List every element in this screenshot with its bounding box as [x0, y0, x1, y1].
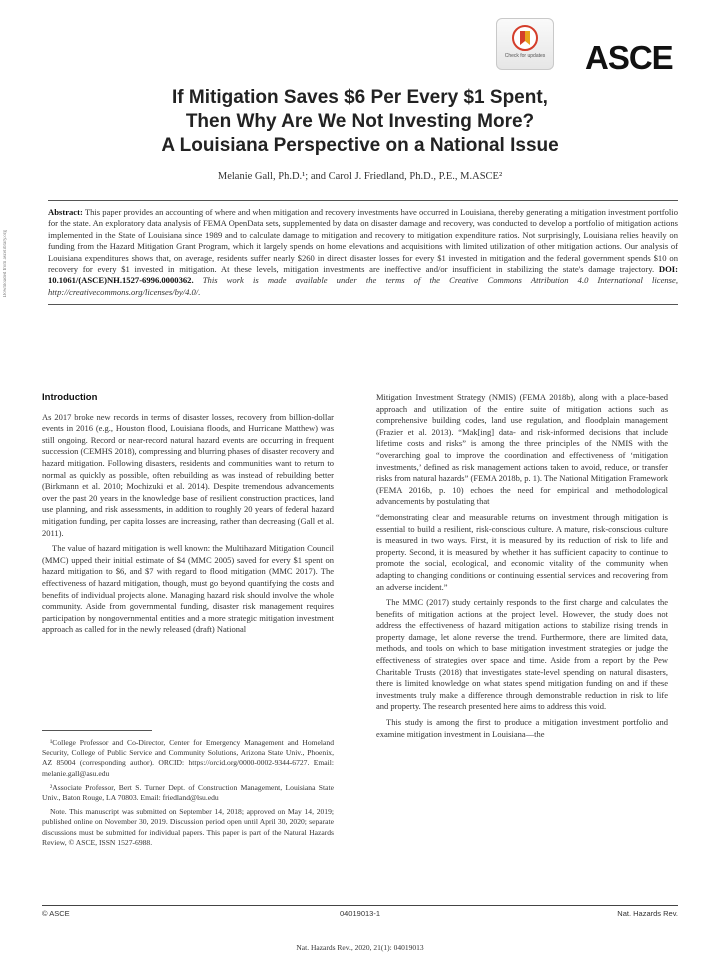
footer-copyright: © ASCE [42, 909, 70, 918]
left-column [42, 392, 334, 640]
citation-line: Nat. Hazards Rev., 2020, 21(1): 04019013 [296, 943, 424, 952]
footnote-1: ¹College Professor and Co-Director, Center for Emergency Management and Homeland Security, College of Public Service and Community Solutions, Arizona State Univ., Phoenix, AZ 85004 (corresponding author). ORCID: https://orcid.org/0000-0002-9344-6727. Email: melanie.gall@asu.edu [42, 738, 334, 778]
right-paragraph-2: The MMC (2017) study certainly responds to the first charge and calculates the benefits of mitigation actions at the project level. However, the study does not address the effectiveness of hazard mitigation actions to stabilize rising trends in property damage, let alone reverse the trend. Furthermore, there are limited data, methods, and tools on which to base mitigation investment strategies or judge the effectiveness of strategies over space and time. Aside from a report by the Pew Charitable Trusts (2018) that investigates state-level spending on natural disasters, there is limited knowledge on what states spend mitigation funding on and if these investments truly make a difference through demonstrable reduction in risk to life and property. The research presented here aims to address this void. [376, 597, 668, 712]
right-paragraph-3: This study is among the first to produce a mitigation investment portfolio and examine mitigation investment in Louisiana—the [376, 717, 668, 739]
article-title [60, 86, 660, 158]
right-column [376, 392, 668, 744]
check-for-updates-badge[interactable] [496, 18, 554, 70]
license-note[interactable]: This work is made available under the terms of the Creative Commons Attribution 4.0 International license, http://creativecommons.org/licenses/by/4.0/. [48, 275, 678, 297]
footer-journal: Nat. Hazards Rev. [617, 909, 678, 918]
author-list: Melanie Gall, Ph.D.¹; and Carol J. Friedland, Ph.D., P.E., M.ASCE² [217, 171, 503, 182]
right-paragraph-1: Mitigation Investment Strategy (NMIS) (FEMA 2018b), along with a place-based approach and utilization of the entire suite of mitigation actions such as comprehensive building codes, land use regulation, and floodplain management (Frazier et al. 2013). “Mak[ing] data- and risk-informed decisions that include lifetime costs and risks” is among the three principles of the NMIS with the “overarching goal to improve the coordination and effectiveness of ‘mitigation investments,’ defined as risk management actions taken to avoid, reduce, or transfer risks from natural hazards” (FEMA 2018b, p. 1). The National Mitigation Framework (FEMA 2016b, p. 10) echoes the need for empirical and methodological advancements by postulating that [376, 392, 668, 507]
intro-paragraph-1: As 2017 broke new records in terms of disaster losses, recovery from billion-dollar events in 2016 (e.g., Houston flood, Louisiana floods, and Hurricane Matthew) was still ongoing. Record or near-record natural hazard events are occurring in frequent succession (CEMHS 2018), compressing and blurring phases of disaster recovery and hazard mitigation. Following disasters, residents and communities want to return to normal as quickly as possible, often rebuilding as was instead of rebuilding better (Birkmann et al. 2010; Mochizuki et al. 2014). Despite tremendous advancements over the past 20 years in the knowledge base of resilient construction practices, land use planning, and risk assessments, in addition to roughly 20 years of federal hazard mitigation funding, per capita losses are increasing, rather than decreasing (Gall et al. 2011). [42, 411, 335, 538]
abstract-body: This paper provides an accounting of where and when mitigation and recovery investments have occurred in Louisiana, thereby generating a mitigation investment portfolio for the state. An exploratory data analysis of FEMA OpenData sets, supplemented by data on disaster damage and recovery, was conducted to develop a portfolio of mitigation actions implemented in the State of Louisiana since 1989 and to calculate damage to mitigation and recovery to mitigation expenditure ratios. Not surprisingly, Louisiana relies heavily on funding from the Hazard Mitigation Grant Program, which it largely spends on home elevations and acquisitions with limited utilization of other mitigation actions. Our analysis of Louisiana expenditures shows that, on average, residents suffer nearly $260 in direct disaster losses for every $1 invested in mitigation and the federal government spends $10 on recovery for every $1 invested in mitigation. At these levels, mitigation investments are ineffective and/or insufficient in stabilizing the state's damage trajectory. [48, 207, 678, 275]
download-watermark: Downloaded from ascelibrary.org [3, 230, 8, 298]
title-line-1: If Mitigation Saves $6 Per Every $1 Spent, [172, 87, 548, 108]
doi-link[interactable]: DOI: 10.1061/(ASCE)NH.1527-6996.0000362. [48, 264, 678, 286]
badge-label: Check for updates [504, 53, 546, 59]
title-line-3: A Louisiana Perspective on a National Issue [161, 135, 559, 156]
footer-rule [42, 905, 678, 906]
abstract-label: Abstract: [48, 207, 83, 217]
section-heading-introduction: Introduction [42, 392, 98, 403]
manuscript-note: Note. This manuscript was submitted on September 14, 2018; approved on May 14, 2019; published online on November 30, 2019. Discussion period open until April 30, 2020; separate discussions must be submitted for individual papers. This paper is part of the Natural Hazards Review, © ASCE, ISSN 1527-6988. [42, 807, 334, 847]
intro-paragraph-2: The value of hazard mitigation is well known: the Multihazard Mitigation Council (MMC) upped their initial estimate of $4 (MMC 2005) saved for every $1 spent on hazard mitigation to $6, and $7 with regard to flood mitigation (MMC 2017). The effectiveness of hazard mitigation, though, must go beyond quantifying the costs and benefits of individual projects alone. Managing hazard risk should involve the whole community. Aside from governmental funding, disaster risk management requires participation by nongovernmental entities and a more strategic mitigation investment approach as called for in the newly released (draft) National [42, 543, 334, 635]
footer-page-id: 04019013-1 [339, 909, 381, 918]
footnote-rule [42, 730, 152, 731]
footnote-2: ²Associate Professor, Bert S. Turner Dept. of Construction Management, Louisiana State Univ., Baton Rouge, LA 70803. Email: friedland@lsu.edu [42, 782, 334, 803]
bookmark-icon [512, 25, 538, 51]
abstract-block [48, 200, 678, 305]
asce-logo: ASCE [585, 39, 673, 76]
footnotes [42, 738, 334, 852]
title-line-2: Then Why Are We Not Investing More? [185, 111, 535, 132]
block-quote: “demonstrating clear and measurable returns on investment through mitigation is essential to build a resilient, risk-conscious culture. A mature, risk-conscious culture is measured in two ways. First, it is measured by its reduction of risk to life and property. Second, it is measured by whether it has sufficient capacity to continue to promote the social, ecological, and economic vitality of the community when adapting to changing conditions or continuing essential services and recovering from an adverse incident.” [376, 511, 668, 592]
